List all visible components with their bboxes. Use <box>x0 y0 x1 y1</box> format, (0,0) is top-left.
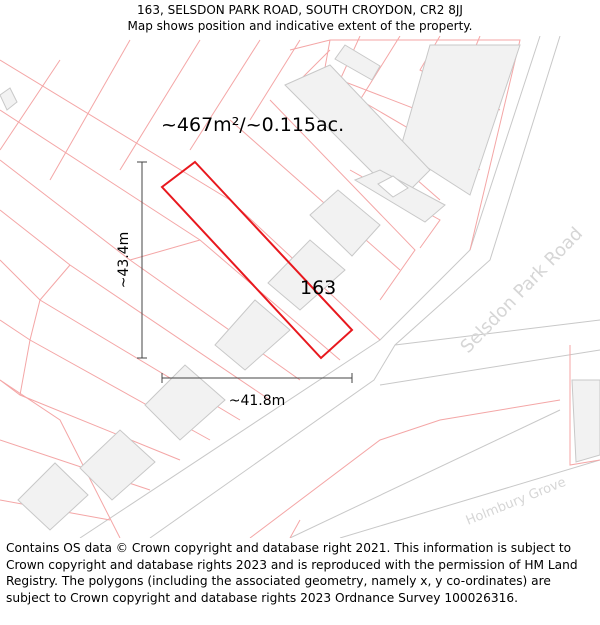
building <box>215 300 290 370</box>
map-header <box>0 0 600 36</box>
side-road-edge-south <box>380 350 600 385</box>
area-label: ~467m²/~0.115ac. <box>161 114 345 136</box>
height-measure-label: ~43.4m <box>116 231 132 289</box>
building <box>335 45 380 80</box>
building <box>18 463 88 530</box>
copyright-footer: Contains OS data © Crown copyright and database right 2021. This information is subject to Crown copyright and database rights 2023 and is reproduced with the permission of HM Land Registry. The polygons (including the associated geometry, namely x, y co-ordinates) are subject to Crown copyright and database rights 2023 Ordnance Survey 100026316. <box>6 541 578 605</box>
plot-number-label: 163 <box>300 277 337 299</box>
building <box>80 430 155 500</box>
map-canvas[interactable] <box>0 36 600 538</box>
building <box>268 240 345 310</box>
grove-edge-north <box>290 410 560 538</box>
measure-vertical <box>137 162 147 358</box>
road-label-selsdon-park-road: Selsdon Park Road <box>456 223 588 358</box>
building <box>145 365 225 440</box>
width-measure-label: ~41.8m <box>228 393 286 409</box>
map-subtitle: Map shows position and indicative extent of the property. <box>127 19 473 33</box>
property-address: 163, SELSDON PARK ROAD, SOUTH CROYDON, CR2 8JJ <box>137 3 463 17</box>
building <box>0 88 17 110</box>
building <box>572 380 600 462</box>
road-label-holmbury-grove: Holmbury Grove <box>463 474 569 529</box>
